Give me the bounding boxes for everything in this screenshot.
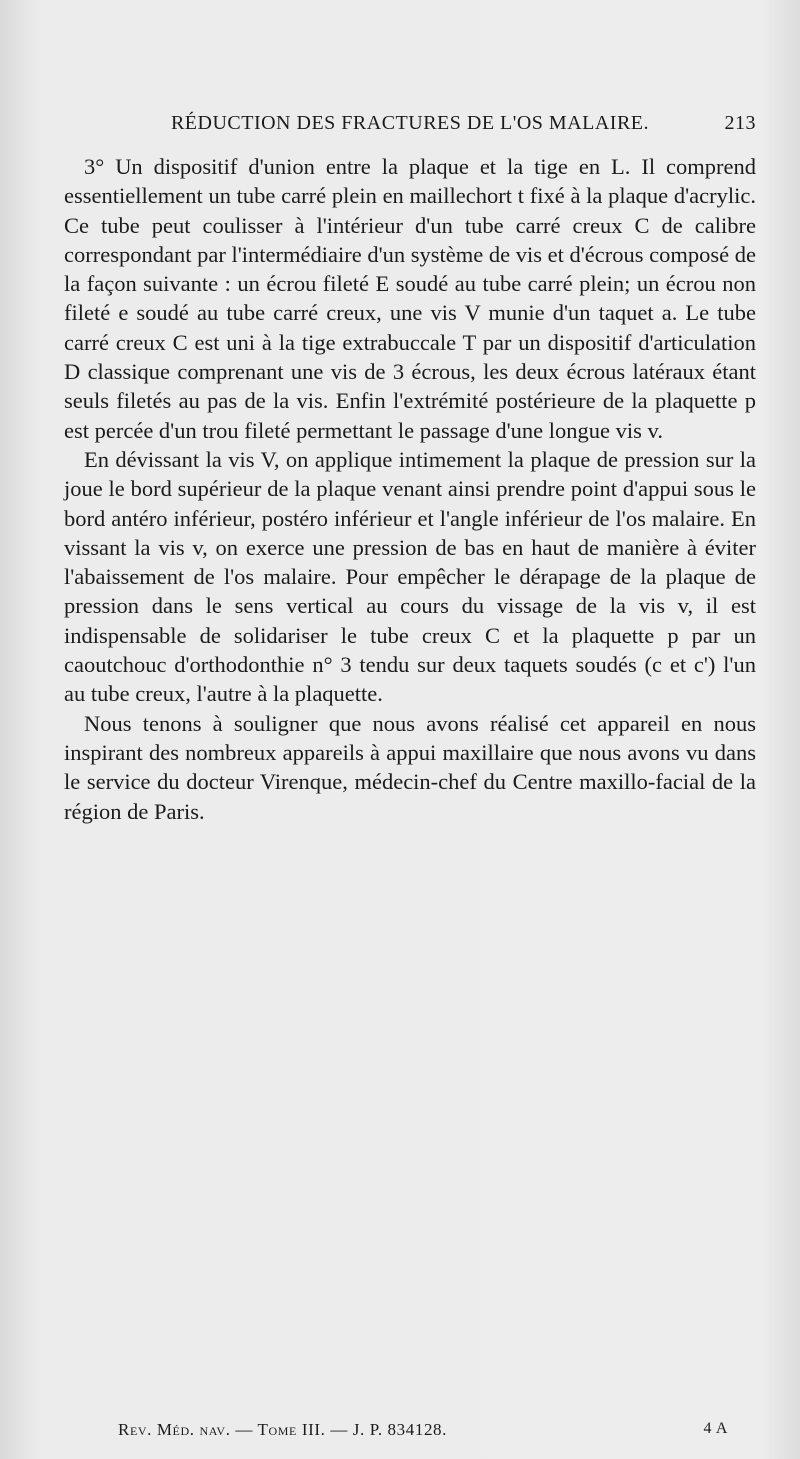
paragraph-2: En dévissant la vis V, on applique intimement la plaque de pression sur la joue le bord supérieur de la plaque venant ainsi prendre point d'appui sous le bord antéro inférieur, postéro inférieur et l'angle inférieur de l'os malaire. En vissant la vis v, on exerce une pression de bas en haut de manière à éviter l'abaissement de l'os malaire. Pour empêcher le dérapage de la plaque de pression dans le sens vertical au cours du vissage de la vis v, il est indispensable de solidariser le tube creux C et la plaquette p par un caoutchouc d'orthodonthie n° 3 tendu sur deux taquets soudés (c et c') l'un au tube creux, l'autre à la plaquette. (64, 446, 756, 707)
signature-mark: 4 A (703, 1420, 728, 1437)
footer (118, 1420, 728, 1446)
footer-note: Rev. Méd. nav. — Tome III. — J. P. 834128. (118, 1420, 448, 1439)
body-text (64, 152, 756, 826)
paragraph-3: Nous tenons à souligner que nous avons réalisé cet appareil en nous inspirant des nombreux appareils à appui maxillaire que nous avons vu dans le service du docteur Virenque, médecin-chef du Centre maxillo-facial de la région de Paris. (64, 710, 756, 824)
running-title: RÉDUCTION DES FRACTURES DE L'OS MALAIRE. (170, 112, 650, 134)
running-head (64, 112, 756, 142)
paragraph-1: 3° Un dispositif d'union entre la plaque et la tige en L. Il comprend essentiellement un tube carré plein en maillechort t fixé à la plaque d'acrylic. Ce tube peut coulisser à l'intérieur d'un tube carré creux C de calibre correspondant par l'intermédiaire d'un système de vis et d'écrous composé de la façon suivante : un écrou fileté E soudé au tube carré plein; un écrou non fileté e soudé au tube carré creux, une vis V munie d'un taquet a. Le tube carré creux C est uni à la tige extrabuccale T par un dispositif d'articulation D classique comprenant une vis de 3 écrous, les deux écrous latéraux étant seuls filetés au pas de la vis. Enfin l'extrémité postérieure de la plaquette p est percée d'un trou fileté permettant le passage d'une longue vis v. (64, 154, 756, 443)
page-number: 213 (724, 112, 756, 134)
